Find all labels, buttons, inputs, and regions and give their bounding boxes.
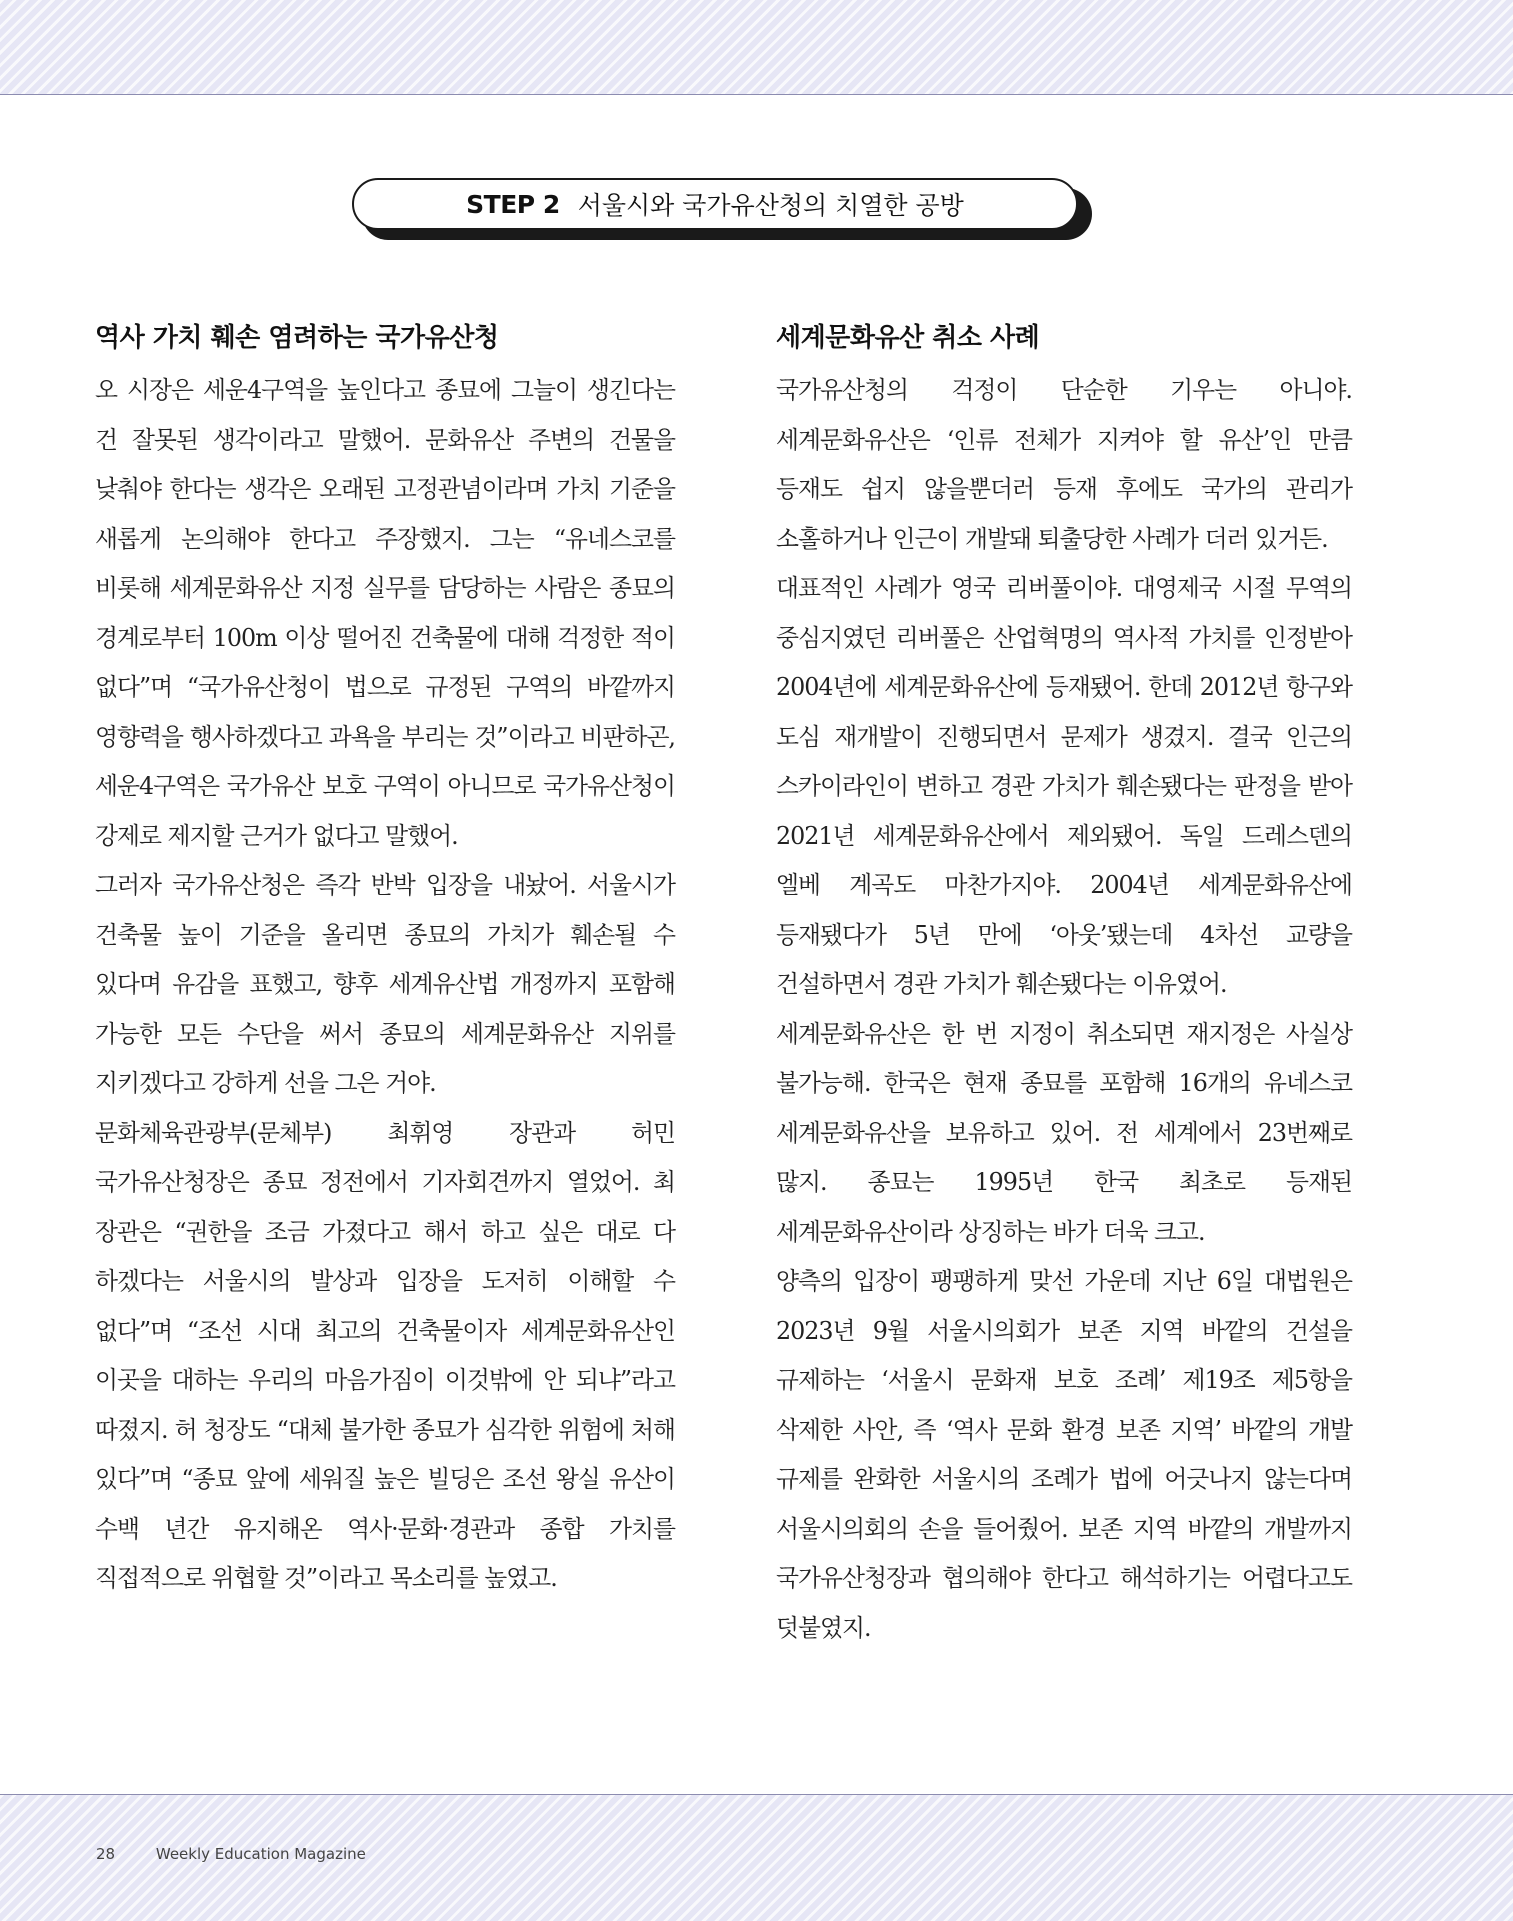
right-paragraph-2: 대표적인 사례가 영국 리버풀이야. 대영제국 시절 무역의 중심지였던 리버풀은 산업혁명의 역사적 가치를 인정받아 2004년에 세계문화유산에 등재됐어. 한데 2012년 항구와 도심 재개발이 진행되면서 문제가 생겼지. 결국 인근의 스카이라인이 변하고 경관 가치가 훼손됐다는 판정을 받아 2021년 세계문화유산에서 제외됐어. 독일 드레스덴의 엘베 계곡도 마찬가지야. 2004년 세계문화유산에 등재됐다가 5년 만에 ‘아웃’됐는데 4차선 교량을 건설하면서 경관 가치가 훼손됐다는 이유였어. bbox=[776, 574, 1352, 998]
right-paragraph-4: 양측의 입장이 팽팽하게 맞선 가운데 지난 6일 대법원은 2023년 9월 서울시의회가 보존 지역 바깥의 건설을 규제하는 ‘서울시 문화재 보호 조례’ 제19조 제5항을 삭제한 사안, 즉 ‘역사 문화 환경 보존 지역’ 바깥의 개발 규제를 완화한 서울시의 조례가 법에 어긋나지 않는다며 서울시의회의 손을 들어줬어. 보존 지역 바깥의 개발까지 국가유산청장과 협의해야 한다고 해석하기는 어렵다고도 덧붙였지. bbox=[776, 1267, 1352, 1642]
step-title: 서울시와 국가유산청의 치열한 공방 bbox=[577, 191, 964, 220]
step-label: STEP 2 bbox=[466, 189, 560, 219]
left-paragraph-1: 오 시장은 세운4구역을 높인다고 종묘에 그늘이 생긴다는 건 잘못된 생각이라고 말했어. 문화유산 주변의 건물을 낮춰야 한다는 생각은 오래된 고정관념이라며 가치 기준을 새롭게 논의해야 한다고 주장했지. 그는 “유네스코를 비롯해 세계문화유산 지정 실무를 담당하는 사람은 종묘의 경계로부터 100m 이상 떨어진 건축물에 대해 걱정한 적이 없다”며 “국가유산청이 법으로 규정된 구역의 바깥까지 영향력을 행사하겠다고 과욕을 부리는 것”이라고 비판하곤, 세운4구역은 국가유산 보호 구역이 아니므로 국가유산청이 강제로 제지할 근거가 없다고 말했어. bbox=[95, 376, 675, 850]
page-number: 28 bbox=[96, 1845, 116, 1863]
right-column bbox=[776, 316, 1352, 1653]
top-decorative-band bbox=[0, 0, 1513, 95]
page-footer bbox=[96, 1845, 366, 1863]
left-paragraph-2: 그러자 국가유산청은 즉각 반박 입장을 내놨어. 서울시가 건축물 높이 기준을 올리면 종묘의 가치가 훼손될 수 있다며 유감을 표했고, 향후 세계유산법 개정까지 포함해 가능한 모든 수단을 써서 종묘의 세계문화유산 지위를 지키겠다고 강하게 선을 그은 거야. bbox=[95, 871, 675, 1097]
left-paragraph-3: 문화체육관광부(문체부) 최휘영 장관과 허민 국가유산청장은 종묘 정전에서 기자회견까지 열었어. 최 장관은 “권한을 조금 가졌다고 해서 하고 싶은 대로 다 하겠다는 서울시의 발상과 입장을 도저히 이해할 수 없다”며 “조선 시대 최고의 건축물이자 세계문화유산인 이곳을 대하는 우리의 마음가짐이 이것밖에 안 되냐”라고 따졌지. 허 청장도 “대체 불가한 종묘가 심각한 위험에 처해 있다”며 “종묘 앞에 세워질 높은 빌딩은 조선 왕실 유산이 수백 년간 유지해온 역사·문화·경관과 종합 가치를 직접적으로 위협할 것”이라고 목소리를 높였고. bbox=[95, 1118, 675, 1592]
right-paragraph-1: 국가유산청의 걱정이 단순한 기우는 아니야. 세계문화유산은 ‘인류 전체가 지켜야 할 유산’인 만큼 등재도 쉽지 않을뿐더러 등재 후에도 국가의 관리가 소홀하거나 인근이 개발돼 퇴출당한 사례가 더러 있거든. bbox=[776, 376, 1352, 553]
left-column bbox=[95, 316, 675, 1604]
step-banner-pill bbox=[352, 178, 1078, 230]
right-column-heading: 세계문화유산 취소 사례 bbox=[776, 323, 1040, 353]
magazine-name: Weekly Education Magazine bbox=[155, 1845, 366, 1863]
right-paragraph-3: 세계문화유산은 한 번 지정이 취소되면 재지정은 사실상 불가능해. 한국은 현재 종묘를 포함해 16개의 유네스코 세계문화유산을 보유하고 있어. 전 세계에서 23번째로 많지. 종묘는 1995년 한국 최초로 등재된 세계문화유산이라 상징하는 바가 더욱 크고. bbox=[776, 1019, 1352, 1246]
step-banner bbox=[352, 178, 1092, 240]
left-column-heading: 역사 가치 훼손 염려하는 국가유산청 bbox=[95, 323, 499, 353]
